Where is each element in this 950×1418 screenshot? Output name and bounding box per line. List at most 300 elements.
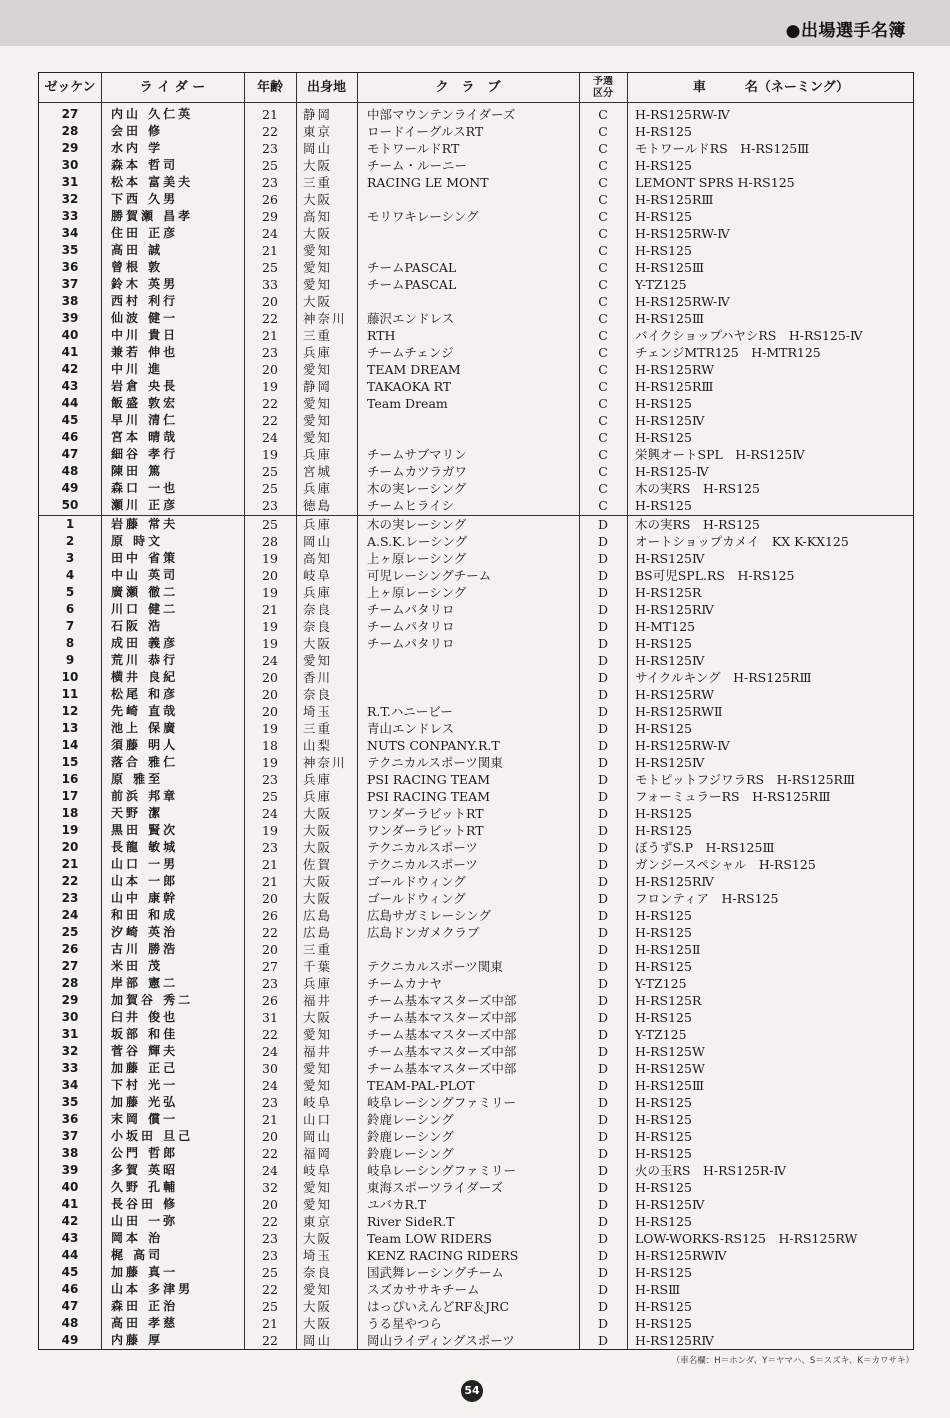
cell-cls: D — [597, 551, 609, 566]
cell-car: H-RS125 — [635, 498, 692, 513]
cell-rider: 川口 健二 — [111, 602, 179, 616]
table-row — [39, 1043, 913, 1060]
cell-num: 15 — [61, 755, 79, 769]
cell-club: 上ヶ原レーシング — [367, 585, 467, 600]
cell-age: 28 — [262, 534, 278, 549]
cell-rider: 兼若 伸也 — [111, 345, 179, 359]
column-header-age: 年齢 — [256, 80, 283, 95]
cell-num: 46 — [61, 1282, 79, 1296]
cell-car: Y-TZ125 — [635, 277, 687, 292]
table-row — [39, 497, 913, 514]
cell-club — [367, 293, 577, 310]
cell-pref: 愛知 — [303, 243, 333, 258]
cell-club: 岐阜レーシングファミリー — [367, 1095, 516, 1110]
cell-rider: 水内 学 — [111, 141, 164, 155]
cell-age: 19 — [262, 585, 278, 600]
cell-pref: 静岡 — [303, 379, 333, 394]
cell-car: H-RS125Ⅳ — [635, 653, 705, 668]
cell-cls: C — [598, 464, 608, 479]
cell-club: チームカナヤ — [367, 976, 443, 991]
cell-club: 中部マウンテンライダーズ — [367, 107, 516, 122]
page-number: 54 — [461, 1380, 483, 1402]
cell-car: モトピットフジワラRS H-RS125RⅢ — [635, 772, 856, 787]
cell-car: ぼうずS.P H-RS125Ⅲ — [635, 840, 775, 855]
cell-rider: 西村 利行 — [111, 294, 179, 308]
cell-age: 22 — [262, 396, 278, 411]
cell-num: 30 — [61, 158, 79, 172]
cell-pref: 兵庫 — [303, 789, 333, 804]
cell-num: 37 — [61, 1129, 79, 1143]
cell-club: TAKAOKA RT — [367, 379, 452, 394]
cell-age: 20 — [262, 568, 278, 583]
cell-cls: D — [597, 857, 609, 872]
cell-cls: C — [598, 175, 608, 190]
cell-num: 41 — [61, 1197, 79, 1211]
cell-pref: 神奈川 — [303, 311, 347, 326]
cell-cls: D — [597, 1248, 609, 1263]
cell-car: H-RS125RⅣ — [635, 874, 714, 889]
cell-pref: 奈良 — [303, 619, 333, 634]
cell-age: 19 — [262, 823, 278, 838]
cell-club — [367, 686, 577, 703]
cell-car: H-RS125 — [635, 1299, 692, 1314]
cell-age: 23 — [262, 498, 278, 513]
cell-club: 青山エンドレス — [367, 721, 455, 736]
cell-pref: 宮城 — [303, 464, 333, 479]
cell-car: H-RS125W — [635, 1061, 705, 1076]
cell-pref: 福井 — [303, 1044, 333, 1059]
cell-cls: D — [597, 806, 609, 821]
cell-pref: 大阪 — [303, 1231, 333, 1246]
cell-rider: 仙波 健一 — [111, 311, 179, 325]
cell-club: 広島ドンガメクラブ — [367, 925, 480, 940]
cell-age: 22 — [262, 1027, 278, 1042]
cell-club: ゴールドウィング — [367, 891, 466, 906]
cell-car: H-RS125RW-Ⅳ — [635, 107, 730, 122]
cell-num: 36 — [61, 1112, 79, 1126]
cell-cls: D — [597, 1027, 609, 1042]
cell-cls: C — [598, 345, 608, 360]
cell-cls: D — [597, 1197, 609, 1212]
cell-rider: 久野 孔輔 — [111, 1180, 179, 1194]
cell-pref: 兵庫 — [303, 481, 333, 496]
cell-cls: C — [598, 379, 608, 394]
cell-age: 20 — [262, 670, 278, 685]
cell-pref: 岡山 — [303, 534, 333, 549]
cell-car: H-RS125 — [635, 823, 692, 838]
cell-age: 25 — [262, 1265, 278, 1280]
cell-rider: 長谷田 修 — [111, 1197, 179, 1211]
cell-age: 23 — [262, 1095, 278, 1110]
table-row — [39, 584, 913, 601]
cell-pref: 兵庫 — [303, 585, 333, 600]
cell-num: 28 — [61, 124, 79, 138]
cell-pref: 大阪 — [303, 806, 333, 821]
cell-club: TEAM DREAM — [367, 362, 461, 377]
cell-age: 21 — [262, 857, 278, 872]
cell-car: モトワールドRS H-RS125Ⅲ — [635, 141, 810, 156]
cell-car: H-RS125RⅢ — [635, 192, 714, 207]
table-row — [39, 1281, 913, 1298]
cell-car: Y-TZ125 — [635, 1027, 687, 1042]
cell-car: H-RS125 — [635, 1010, 692, 1025]
cell-rider: 中川 進 — [111, 362, 164, 376]
cell-cls: C — [598, 260, 608, 275]
cell-club: 上ヶ原レーシング — [367, 551, 467, 566]
cell-cls: D — [597, 653, 609, 668]
cell-age: 24 — [262, 430, 278, 445]
table-row — [39, 1111, 913, 1128]
cell-age: 22 — [262, 1333, 278, 1348]
cell-pref: 埼玉 — [303, 704, 333, 719]
cell-car: H-RS125RW-Ⅳ — [635, 738, 730, 753]
cell-pref: 愛知 — [303, 1282, 333, 1297]
cell-car: H-RS125RW-Ⅳ — [635, 294, 730, 309]
cell-club: 藤沢エンドレス — [367, 311, 455, 326]
cell-club — [367, 429, 577, 446]
cell-cls: D — [597, 1129, 609, 1144]
cell-cls: D — [597, 517, 609, 532]
table-row — [39, 754, 913, 771]
cell-cls: C — [598, 328, 608, 343]
entry-table — [38, 72, 914, 1350]
cell-num: 44 — [61, 1248, 79, 1262]
cell-car: H-RS125Ⅲ — [635, 1078, 705, 1093]
cell-num: 22 — [61, 874, 79, 888]
cell-num: 35 — [61, 243, 79, 257]
table-row — [39, 958, 913, 975]
cell-rider: 山口 一男 — [111, 857, 179, 871]
cell-num: 19 — [61, 823, 79, 837]
cell-rider: 高田 孝慈 — [111, 1316, 179, 1330]
cell-cls: C — [598, 294, 608, 309]
cell-cls: D — [597, 1180, 609, 1195]
cell-rider: 松尾 和彦 — [111, 687, 179, 701]
cell-pref: 大阪 — [303, 840, 333, 855]
cell-cls: D — [597, 619, 609, 634]
cell-num: 50 — [61, 498, 79, 512]
cell-club: ワンダーラビットRT — [367, 806, 484, 821]
cell-rider: 池上 保廣 — [111, 721, 179, 735]
cell-age: 20 — [262, 942, 278, 957]
cell-num: 48 — [61, 1316, 79, 1330]
cell-car: フロンティア H-RS125 — [635, 891, 779, 906]
cell-num: 47 — [61, 447, 79, 461]
cell-rider: 森口 一也 — [111, 481, 179, 495]
cell-rider: 会田 修 — [111, 124, 164, 138]
cell-pref: 岡山 — [303, 141, 333, 156]
cell-num: 25 — [61, 925, 79, 939]
cell-rider: 天野 潔 — [111, 806, 164, 820]
cell-cls: C — [598, 396, 608, 411]
cell-rider: 鈴木 英男 — [111, 277, 179, 291]
cell-car: H-RS125 — [635, 243, 692, 258]
table-row — [39, 703, 913, 720]
cell-age: 21 — [262, 1316, 278, 1331]
table-row — [39, 429, 913, 446]
cell-pref: 山口 — [303, 1112, 333, 1127]
cell-num: 39 — [61, 1163, 79, 1177]
cell-rider: 多賀 英昭 — [111, 1163, 179, 1177]
cell-age: 21 — [262, 243, 278, 258]
cell-num: 14 — [61, 738, 79, 752]
cell-car: ガンジースペシャル H-RS125 — [635, 857, 816, 872]
cell-club: ゴールドウィング — [367, 874, 466, 889]
cell-cls: C — [598, 481, 608, 496]
table-row — [39, 907, 913, 924]
cell-pref: 愛知 — [303, 1197, 333, 1212]
cell-car: H-RS125 — [635, 124, 692, 139]
cell-age: 21 — [262, 107, 278, 122]
table-row — [39, 601, 913, 618]
cell-car: H-RS125 — [635, 1129, 692, 1144]
cell-club: モリワキレーシング — [367, 209, 479, 224]
cell-car: H-RS125 — [635, 636, 692, 651]
cell-cls: C — [598, 107, 608, 122]
cell-rider: 山本 一郎 — [111, 874, 179, 888]
cell-pref: 兵庫 — [303, 772, 333, 787]
cell-rider: 長龍 敏城 — [111, 840, 179, 854]
cell-cls: C — [598, 430, 608, 445]
cell-club: はっぴいえんどRF＆JRC — [367, 1299, 510, 1314]
cell-rider: 和田 和成 — [111, 908, 179, 922]
cell-pref: 愛知 — [303, 1027, 333, 1042]
cell-rider: 山中 康幹 — [111, 891, 179, 905]
cell-num: 46 — [61, 430, 79, 444]
cell-cls: D — [597, 789, 609, 804]
cell-rider: 公門 哲郎 — [111, 1146, 179, 1160]
cell-rider: 内山 久仁英 — [111, 107, 194, 121]
cell-club: チーム基本マスターズ中部 — [367, 1027, 517, 1042]
table-row — [39, 1077, 913, 1094]
cell-rider: 森田 正治 — [111, 1299, 179, 1313]
cell-cls: D — [597, 993, 609, 1008]
cell-age: 23 — [262, 175, 278, 190]
cell-num: 18 — [61, 806, 79, 820]
cell-age: 19 — [262, 755, 278, 770]
section-title: ●出場選手名簿 — [785, 21, 906, 41]
cell-pref: 三重 — [303, 175, 333, 190]
cell-club: テクニカルスポーツ — [367, 857, 478, 872]
table-row — [39, 822, 913, 839]
cell-age: 22 — [262, 1214, 278, 1229]
cell-rider: 古川 勝浩 — [111, 942, 179, 956]
cell-club: 鈴鹿レーシング — [367, 1112, 454, 1127]
cell-rider: 岡本 治 — [111, 1231, 164, 1245]
cell-cls: D — [597, 1299, 609, 1314]
table-row — [39, 344, 913, 361]
cell-num: 38 — [61, 294, 79, 308]
cell-club: 木の実レーシング — [367, 481, 467, 496]
cell-car: H-RS125RⅢ — [635, 379, 714, 394]
cell-age: 20 — [262, 891, 278, 906]
cell-car: H-RS125 — [635, 1214, 692, 1229]
cell-num: 27 — [61, 107, 79, 121]
column-header-number: ゼッケン — [44, 80, 96, 95]
cell-num: 26 — [61, 942, 79, 956]
table-row — [39, 1009, 913, 1026]
cell-num: 1 — [65, 517, 75, 531]
cell-pref: 大阪 — [303, 192, 333, 207]
table-row — [39, 1213, 913, 1230]
cell-club — [367, 412, 577, 429]
table-row — [39, 1179, 913, 1196]
cell-club: うる星やつら — [367, 1316, 443, 1331]
cell-club: チームヒライシ — [367, 498, 455, 513]
cell-cls: D — [597, 1163, 609, 1178]
table-row — [39, 276, 913, 293]
cell-num: 49 — [61, 1333, 79, 1347]
cell-rider: 原 時文 — [111, 534, 164, 548]
cell-cls: D — [597, 534, 609, 549]
cell-rider: 須藤 明人 — [111, 738, 179, 752]
cell-car: LOW-WORKS-RS125 H-RS125RW — [635, 1231, 858, 1246]
cell-age: 26 — [262, 908, 278, 923]
cell-num: 4 — [65, 568, 75, 582]
cell-num: 3 — [65, 551, 75, 565]
cell-num: 28 — [61, 976, 79, 990]
table-row — [39, 446, 913, 463]
cell-car: H-RS125Ⅳ — [635, 413, 705, 428]
cell-club: チームパタリロ — [367, 636, 455, 651]
cell-car: H-RS125RWⅡ — [635, 704, 723, 719]
cell-car: H-RS125Ⅲ — [635, 260, 705, 275]
table-row — [39, 1128, 913, 1145]
cell-club: A.S.K.レーシング — [367, 534, 468, 549]
cell-club: モトワールドRT — [367, 141, 460, 156]
cell-age: 22 — [262, 413, 278, 428]
table-row — [39, 480, 913, 497]
cell-rider: 汐崎 英治 — [111, 925, 179, 939]
cell-pref: 高知 — [303, 209, 333, 224]
cell-rider: 廣瀬 徹二 — [111, 585, 179, 599]
table-row — [39, 737, 913, 754]
cell-num: 29 — [61, 993, 79, 1007]
cell-age: 29 — [262, 209, 278, 224]
cell-pref: 愛知 — [303, 277, 333, 292]
cell-pref: 三重 — [303, 942, 333, 957]
table-row — [39, 788, 913, 805]
cell-pref: 愛知 — [303, 260, 333, 275]
cell-car: LEMONT SPRS H-RS125 — [635, 175, 795, 190]
cell-num: 20 — [61, 840, 79, 854]
cell-cls: C — [598, 243, 608, 258]
table-row — [39, 259, 913, 276]
cell-club: RTH — [367, 328, 396, 343]
cell-age: 24 — [262, 1078, 278, 1093]
cell-age: 26 — [262, 192, 278, 207]
cell-rider: 坂部 和佳 — [111, 1027, 179, 1041]
cell-num: 8 — [65, 636, 75, 650]
cell-cls: C — [598, 192, 608, 207]
table-header — [39, 73, 913, 103]
table-row — [39, 992, 913, 1009]
cell-age: 25 — [262, 517, 278, 532]
cell-club: NUTS CONPANY.R.T — [367, 738, 500, 753]
cell-rider: 松本 富美夫 — [111, 175, 194, 189]
cell-age: 19 — [262, 636, 278, 651]
cell-club: チームカツラガワ — [367, 464, 468, 479]
cell-age: 22 — [262, 1282, 278, 1297]
cell-pref: 愛知 — [303, 362, 333, 377]
cell-pref: 大阪 — [303, 158, 333, 173]
cell-num: 42 — [61, 1214, 79, 1228]
cell-num: 5 — [65, 585, 75, 599]
cell-cls: D — [597, 636, 609, 651]
cell-num: 43 — [61, 379, 79, 393]
cell-pref: 大阪 — [303, 874, 333, 889]
cell-cls: C — [598, 362, 608, 377]
cell-cls: D — [597, 670, 609, 685]
cell-pref: 愛知 — [303, 413, 333, 428]
table-row — [39, 1332, 913, 1349]
cell-club: テクニカルスポーツ関東 — [367, 959, 503, 974]
cell-num: 34 — [61, 226, 79, 240]
cell-club — [367, 242, 577, 259]
cell-age: 31 — [262, 1010, 278, 1025]
cell-club: チーム基本マスターズ中部 — [367, 993, 517, 1008]
cell-car: H-RS125 — [635, 1112, 692, 1127]
cell-num: 2 — [65, 534, 75, 548]
cell-num: 37 — [61, 277, 79, 291]
cell-age: 24 — [262, 226, 278, 241]
table-row — [39, 1196, 913, 1213]
cell-car: H-RS125W — [635, 1044, 705, 1059]
cell-num: 32 — [61, 192, 79, 206]
cell-club: Team LOW RIDERS — [367, 1231, 492, 1246]
table-row — [39, 1230, 913, 1247]
cell-club: テクニカルスポーツ関東 — [367, 755, 503, 770]
cell-num: 10 — [61, 670, 79, 684]
cell-rider: 黒田 賢次 — [111, 823, 179, 837]
cell-num: 27 — [61, 959, 79, 973]
cell-num: 17 — [61, 789, 79, 803]
cell-rider: 米田 茂 — [111, 959, 164, 973]
cell-rider: 荒川 恭行 — [111, 653, 179, 667]
cell-pref: 愛知 — [303, 1078, 333, 1093]
cell-car: Y-TZ125 — [635, 976, 687, 991]
cell-pref: 兵庫 — [303, 976, 333, 991]
cell-rider: 山田 一弥 — [111, 1214, 179, 1228]
cell-rider: 先崎 直哉 — [111, 704, 179, 718]
cell-car: H-RS125 — [635, 1316, 692, 1331]
cell-rider: 梶 高司 — [111, 1248, 164, 1262]
cell-club: テクニカルスポーツ — [367, 840, 478, 855]
cell-car: H-RS125RⅣ — [635, 602, 714, 617]
cell-car: H-RS125R — [635, 585, 702, 600]
table-row — [39, 174, 913, 191]
cell-cls: D — [597, 772, 609, 787]
table-row — [39, 1145, 913, 1162]
table-row — [39, 771, 913, 788]
table-row — [39, 924, 913, 941]
cell-car: バイクショップハヤシRS H-RS125-Ⅳ — [635, 328, 863, 343]
cell-pref: 兵庫 — [303, 345, 333, 360]
table-row — [39, 805, 913, 822]
cell-rider: 瀬川 正彦 — [111, 498, 179, 512]
cell-cls: C — [598, 277, 608, 292]
table-row — [39, 533, 913, 550]
cell-rider: 飯盛 敦宏 — [111, 396, 179, 410]
cell-cls: D — [597, 840, 609, 855]
cell-num: 42 — [61, 362, 79, 376]
cell-num: 40 — [61, 328, 79, 342]
cell-cls: C — [598, 447, 608, 462]
cell-rider: 早川 清仁 — [111, 413, 179, 427]
cell-club: チームサブマリン — [367, 447, 467, 462]
cell-rider: 細谷 孝行 — [111, 447, 179, 461]
table-row — [39, 1264, 913, 1281]
